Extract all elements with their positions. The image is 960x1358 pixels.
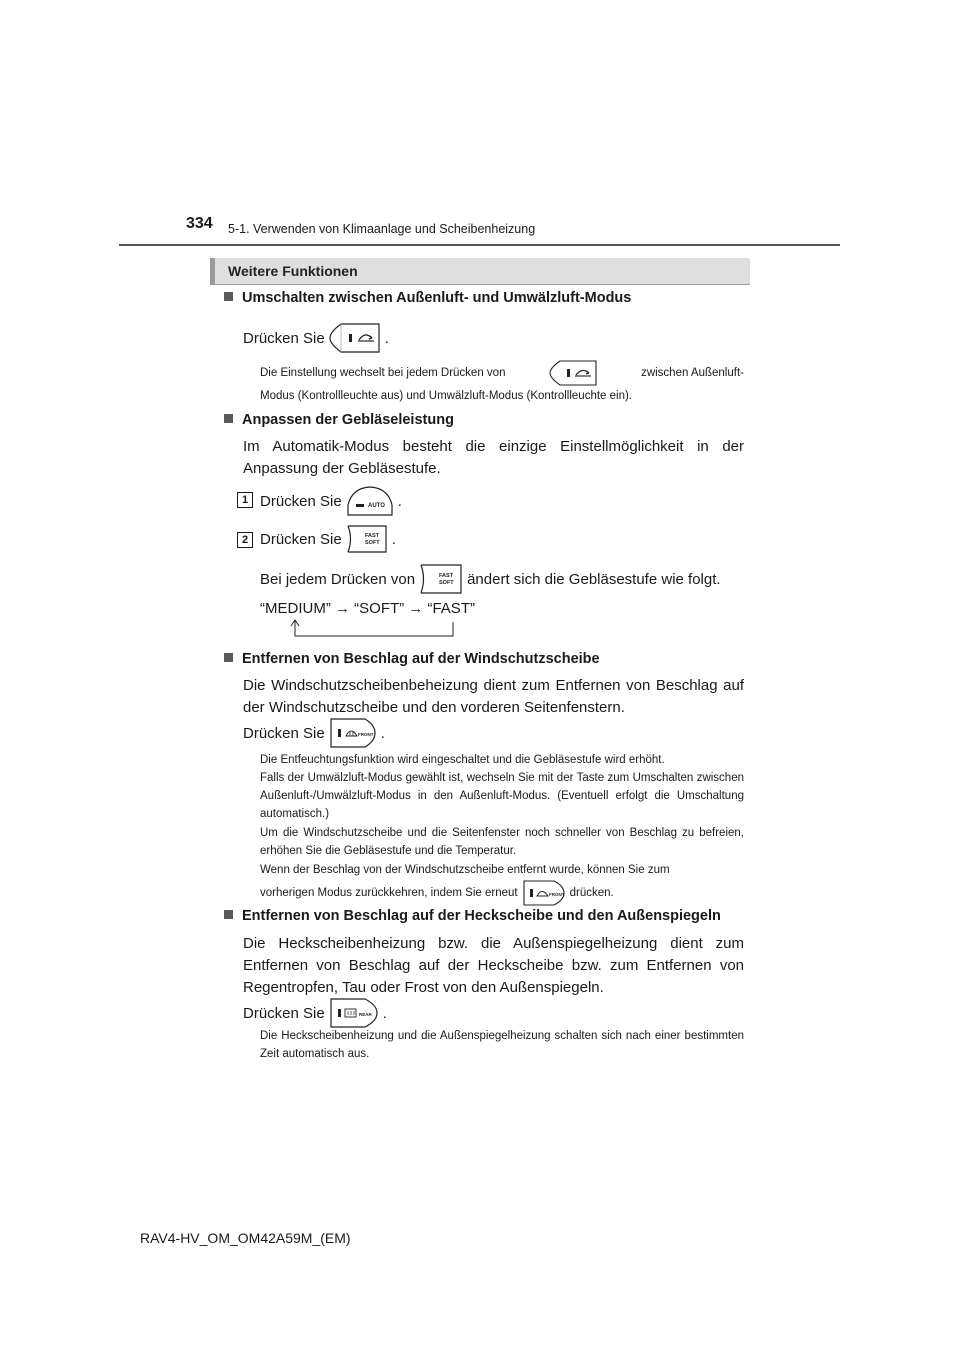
fan-speed-button-icon: [346, 524, 388, 554]
front-defrost-button-icon: [522, 880, 566, 906]
recirculation-button-icon: [549, 360, 597, 386]
square-bullet-icon: [224, 414, 233, 423]
rear-defrost-note: Die Heckscheibenheizung und die Außenspiegelheizung schalten sich nach einer bestimmten Zeit automatisch aus.: [260, 1030, 744, 1061]
fan-cycle-line: Bei jedem Drücken von FAST SOFT ändert sich die Gebläsestufe wie folgt.: [260, 563, 721, 595]
step-number-1: 1: [237, 492, 253, 508]
press-front-line: Drücken Sie FRONT .: [243, 717, 385, 749]
press-rear-line: Drücken Sie REAR .: [243, 997, 387, 1029]
windshield-note2: Falls der Umwälzluft-Modus gewählt ist, wechseln Sie mit der Taste zum Umschalten zwischen Außenluft-/Umwälzluft-Modus in den Außenluft-Modus. (Eventuell erfolgt die Umschaltung automatisch.): [260, 772, 744, 821]
svg-text:FRONT: FRONT: [548, 892, 565, 897]
step-number-2: 2: [237, 532, 253, 548]
svg-text:FRONT: FRONT: [357, 732, 374, 737]
svg-text:AUTO: AUTO: [367, 503, 385, 509]
auto-button-icon: [346, 485, 394, 517]
note-recirc-line2: Modus (Kontrollleuchte aus) und Umwälzluft-Modus (Kontrollleuchte ein).: [260, 390, 633, 402]
cycle-return-arrow-icon: [284, 618, 459, 640]
banner-underline: [210, 284, 750, 285]
note-recirc-line1: Die Einstellung wechselt bei jedem Drücken von zwischen Außenluft-: [260, 360, 744, 386]
heading-windshield: Entfernen von Beschlag auf der Windschutzscheibe: [224, 651, 600, 667]
heading-blower: Anpassen der Gebläseleistung: [224, 412, 454, 428]
section-title: 5-1. Verwenden von Klimaanlage und Scheibenheizung: [228, 222, 536, 236]
document-code: RAV4-HV_OM_OM42A59M_(EM): [140, 1230, 351, 1246]
square-bullet-icon: [224, 292, 233, 301]
svg-text:FAST: FAST: [439, 573, 454, 579]
recirculation-button-icon: [329, 322, 381, 354]
svg-text:SOFT: SOFT: [364, 540, 380, 546]
press-recirc-line: Drücken Sie .: [243, 322, 389, 354]
windshield-note4-line1: Wenn der Beschlag von der Windschutzscheibe entfernt wurde, können Sie zum: [260, 864, 670, 876]
header-rule: [119, 244, 840, 246]
square-bullet-icon: [224, 653, 233, 662]
rear-defrost-button-icon: [329, 997, 379, 1029]
rear-defrost-body: Die Heckscheibenheizung bzw. die Außenspiegelheizung dient zum Entfernen von Beschlag auf der Heckscheibe bzw. zum Entfernen von Regentropfen, Tau oder Frost von den Außenspiegeln.: [243, 935, 744, 996]
svg-text:SOFT: SOFT: [439, 580, 454, 586]
windshield-note3: Um die Windschutzscheibe und die Seitenfenster noch schneller von Beschlag zu befreien, erhöhen Sie die Gebläsestufe und die Temperatur.: [260, 827, 744, 858]
heading-air-mode: Umschalten zwischen Außenluft- und Umwälzluft-Modus: [224, 290, 631, 306]
section-banner: [210, 258, 750, 284]
square-bullet-icon: [224, 910, 233, 919]
fan-speed-button-icon: [419, 563, 463, 595]
svg-text:REAR: REAR: [358, 1012, 372, 1017]
svg-text:FAST: FAST: [364, 533, 379, 539]
windshield-note4-line2: vorherigen Modus zurückkehren, indem Sie erneut FRONT drücken.: [260, 880, 614, 906]
step1-line: Drücken Sie AUTO .: [260, 485, 402, 517]
page-number: 334: [186, 215, 213, 232]
banner-title: Weitere Funktionen: [228, 263, 358, 279]
front-defrost-button-icon: [329, 717, 377, 749]
windshield-note: Die Entfeuchtungsfunktion wird eingeschaltet und die Gebläsestufe wird erhöht.: [260, 754, 665, 766]
heading-rear-defrost: Entfernen von Beschlag auf der Heckscheibe und den Außenspiegeln: [224, 908, 721, 924]
blower-body: Im Automatik-Modus besteht die einzige Einstellmöglichkeit in der Anpassung der Gebläsestufe.: [243, 438, 744, 477]
fan-sequence: “MEDIUM” → “SOFT” → “FAST”: [260, 600, 475, 617]
windshield-body: Die Windschutzscheibenbeheizung dient zum Entfernen von Beschlag auf der Windschutzscheibe und den vorderen Seitenfenstern.: [243, 677, 744, 716]
step2-line: Drücken Sie FAST SOFT .: [260, 524, 396, 554]
